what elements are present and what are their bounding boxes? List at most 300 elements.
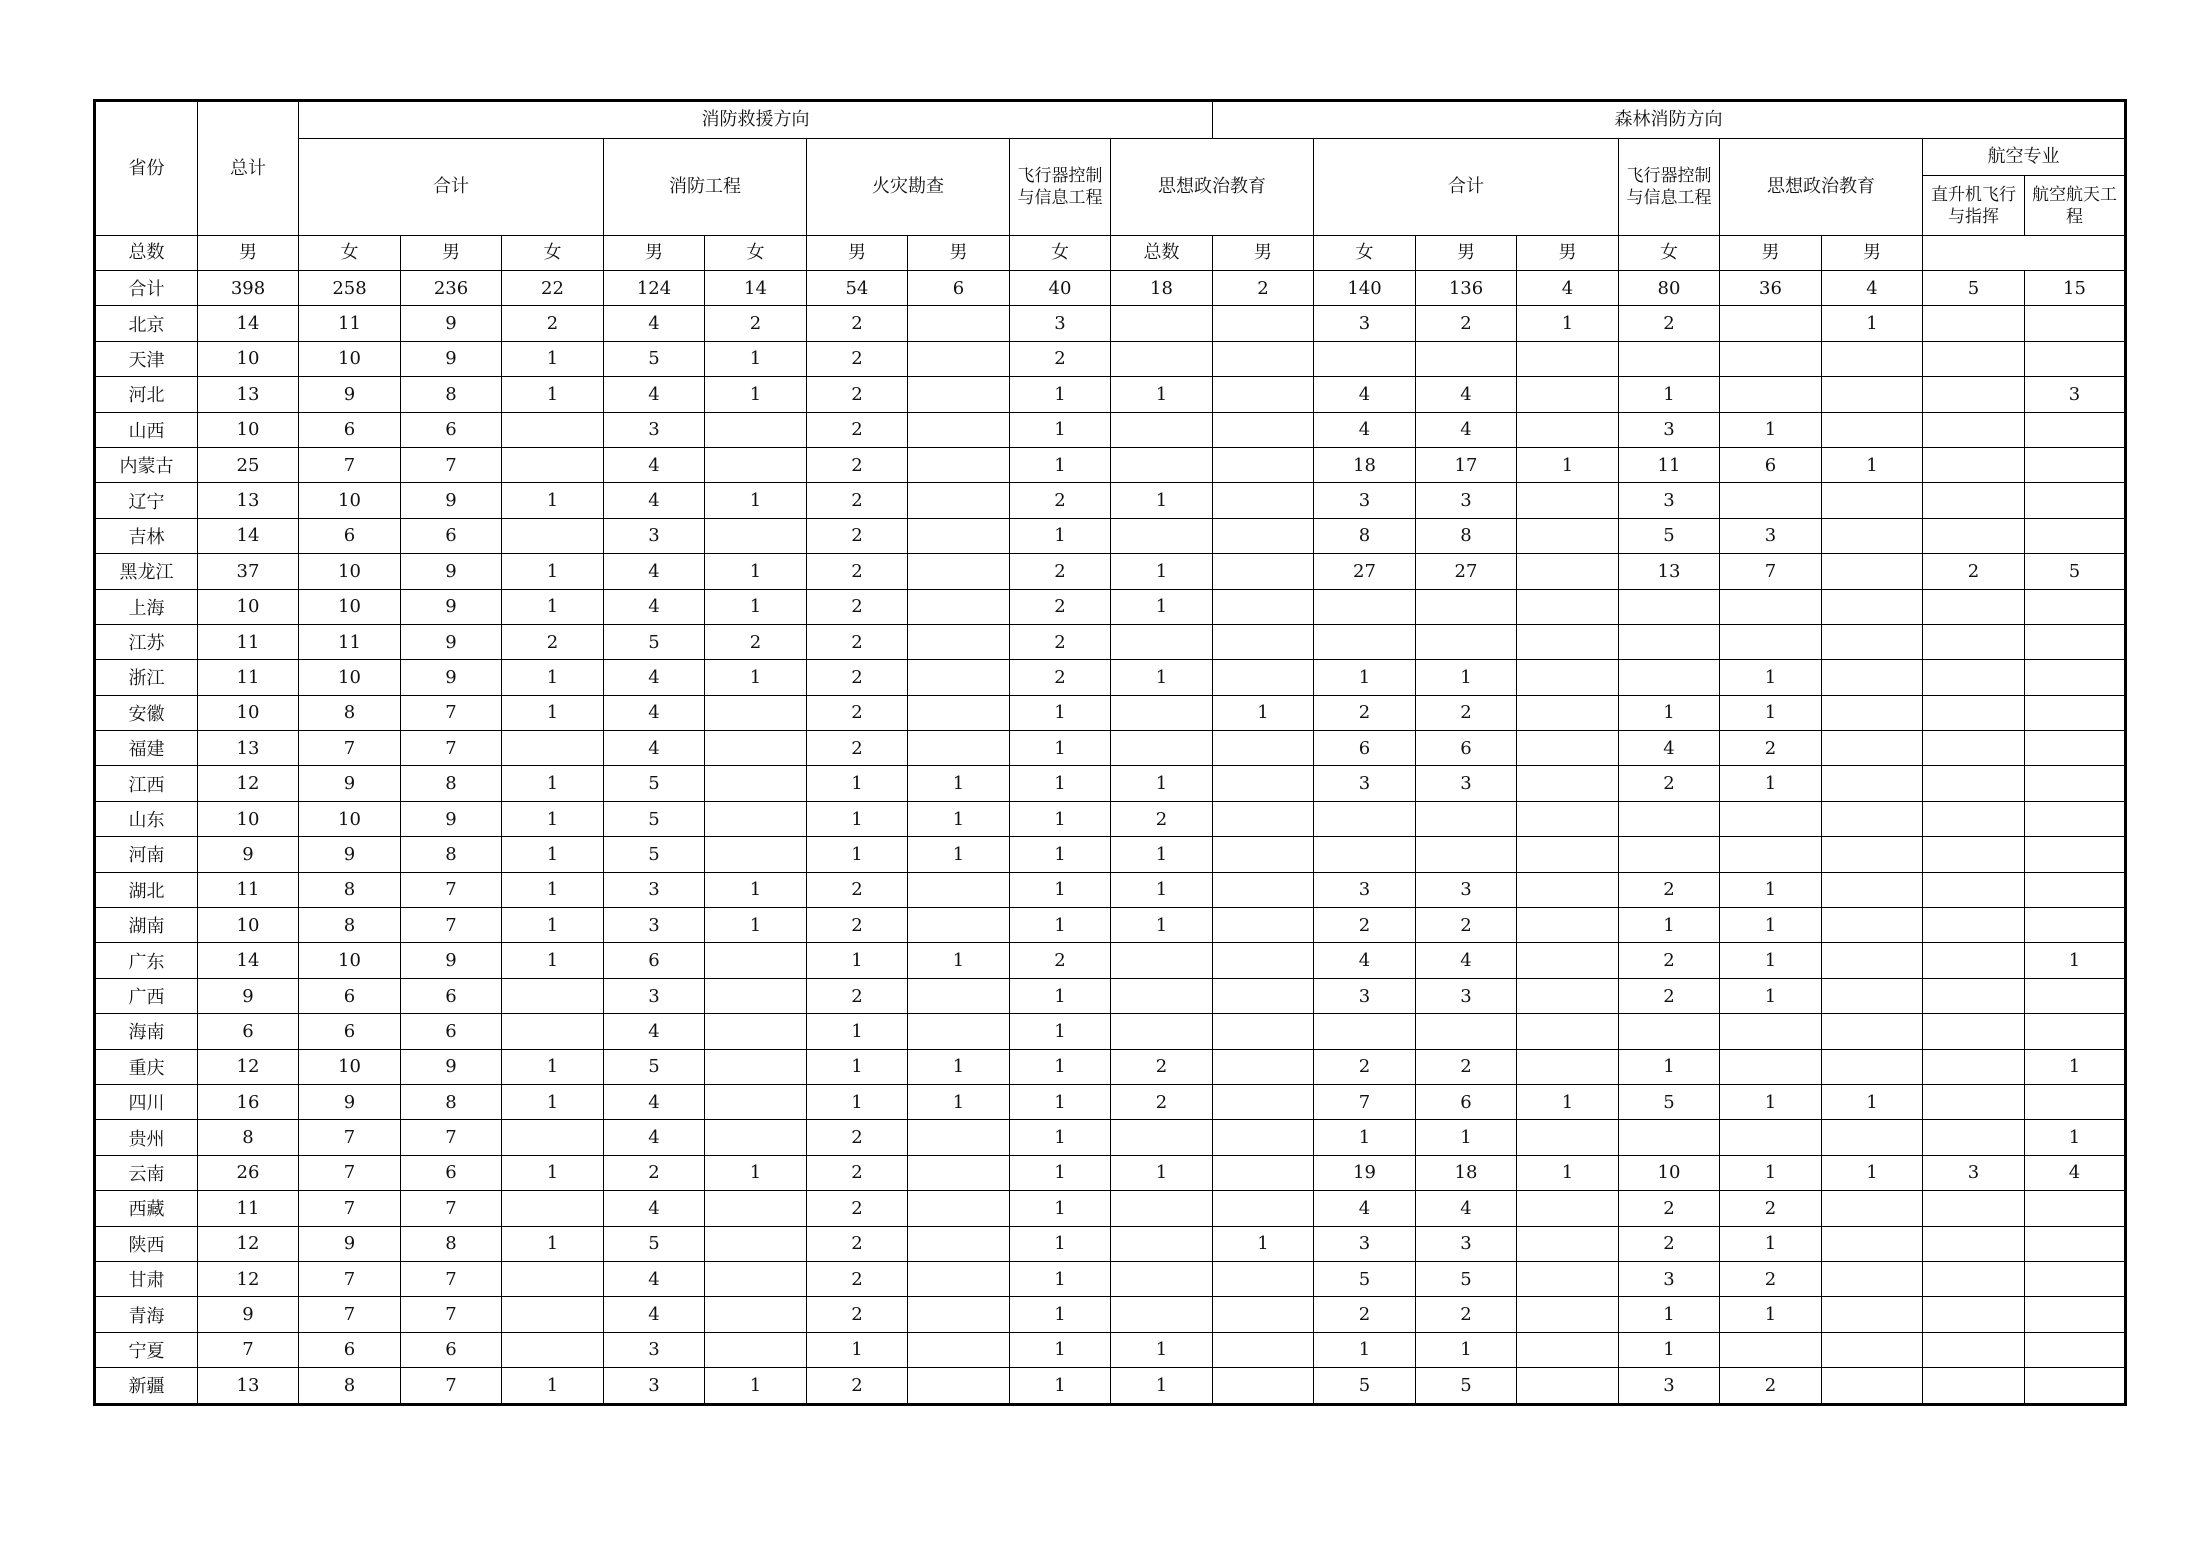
table-cell: 10: [299, 943, 401, 978]
table-cell: [1720, 624, 1822, 659]
table-cell: 2: [1010, 554, 1111, 589]
table-cell: 3: [1314, 978, 1416, 1013]
table-cell: 1: [1720, 872, 1822, 907]
table-cell: 10: [1619, 1155, 1720, 1190]
table-cell: 1: [502, 341, 604, 376]
table-cell: [502, 518, 604, 553]
table-cell: 2: [1010, 483, 1111, 518]
table-cell: [908, 1297, 1010, 1332]
table-cell: [705, 801, 807, 836]
table-cell: 4: [1416, 943, 1517, 978]
table-cell: 6: [401, 412, 502, 447]
table-cell: 2: [1619, 978, 1720, 1013]
table-cell: [2025, 341, 2126, 376]
table-cell: 1: [1111, 554, 1213, 589]
table-cell: [1517, 518, 1619, 553]
table-cell: 2: [1720, 1261, 1822, 1296]
table-cell: [1111, 943, 1213, 978]
table-cell: [1314, 837, 1416, 872]
table-cell: 3: [1923, 1155, 2025, 1190]
table-cell: 5: [1619, 1084, 1720, 1119]
table-cell: 10: [198, 801, 299, 836]
table-cell: 2: [1619, 943, 1720, 978]
table-cell: 2: [1619, 1226, 1720, 1261]
table-cell: 4: [604, 306, 705, 341]
table-cell: 10: [299, 341, 401, 376]
gender-header-male: 男: [1213, 236, 1314, 271]
table-cell: 10: [198, 341, 299, 376]
table-cell: 2: [502, 624, 604, 659]
table-cell: [1213, 1261, 1314, 1296]
table-cell: [1923, 660, 2025, 695]
table-cell: 4: [604, 1120, 705, 1155]
table-cell: [1619, 624, 1720, 659]
table-cell: 1: [1010, 377, 1111, 412]
province-cell: 河北: [95, 377, 198, 412]
table-cell: 1: [1111, 1332, 1213, 1367]
table-cell: 1: [1111, 1155, 1213, 1190]
table-cell: 1: [1720, 1084, 1822, 1119]
table-cell: 4: [604, 1084, 705, 1119]
table-cell: [1822, 660, 1923, 695]
table-cell: 7: [1314, 1084, 1416, 1119]
province-cell: 天津: [95, 341, 198, 376]
table-cell: [1822, 624, 1923, 659]
table-cell: 1: [1010, 872, 1111, 907]
table-cell: 7: [299, 1120, 401, 1155]
table-cell: [1517, 837, 1619, 872]
gender-header-male: 男: [807, 236, 908, 271]
table-cell: 1: [1010, 1297, 1111, 1332]
table-row: [95, 624, 2126, 659]
table-cell: [1923, 412, 2025, 447]
table-cell: [1822, 801, 1923, 836]
table-cell: 6: [299, 518, 401, 553]
table-cell: 1: [1517, 306, 1619, 341]
table-cell: [1213, 731, 1314, 766]
table-cell: [1517, 589, 1619, 624]
table-cell: 1: [1416, 1120, 1517, 1155]
table-cell: 1: [1619, 1049, 1720, 1084]
table-cell: [1213, 554, 1314, 589]
table-row: [95, 483, 2126, 518]
table-cell: 5: [1923, 271, 2025, 306]
table-cell: 1: [502, 1226, 604, 1261]
table-cell: [908, 660, 1010, 695]
table-cell: 1: [1720, 660, 1822, 695]
table-cell: 2: [1619, 766, 1720, 801]
table-cell: 1: [502, 837, 604, 872]
table-cell: [1517, 660, 1619, 695]
table-cell: [2025, 447, 2126, 482]
gender-header-female: 女: [502, 236, 604, 271]
table-row: [95, 978, 2126, 1013]
table-cell: 1: [1111, 483, 1213, 518]
table-cell: 2: [807, 695, 908, 730]
table-cell: 3: [604, 908, 705, 943]
table-row: [95, 766, 2126, 801]
table-cell: [705, 518, 807, 553]
table-cell: 2: [807, 306, 908, 341]
table-cell: 2: [807, 978, 908, 1013]
table-cell: [1111, 731, 1213, 766]
table-cell: 1: [705, 1155, 807, 1190]
table-cell: 5: [1314, 1261, 1416, 1296]
table-cell: 2: [807, 447, 908, 482]
table-cell: [1923, 1226, 2025, 1261]
forest-fire-political-education-header: 思想政治教育: [1720, 139, 1923, 236]
table-cell: 8: [299, 872, 401, 907]
table-cell: 9: [299, 837, 401, 872]
table-cell: 2: [807, 1261, 908, 1296]
table-cell: 5: [1416, 1368, 1517, 1404]
table-row: [95, 1049, 2126, 1084]
table-cell: 3: [1416, 872, 1517, 907]
table-cell: 7: [299, 1191, 401, 1226]
table-cell: 8: [299, 1368, 401, 1404]
table-cell: 4: [604, 554, 705, 589]
table-cell: 11: [198, 872, 299, 907]
table-cell: [1822, 1297, 1923, 1332]
table-cell: [1517, 624, 1619, 659]
table-cell: [1619, 1120, 1720, 1155]
table-cell: [502, 731, 604, 766]
table-cell: 2: [807, 377, 908, 412]
table-cell: 7: [401, 908, 502, 943]
province-cell: 福建: [95, 731, 198, 766]
table-cell: [1213, 1014, 1314, 1049]
table-cell: 258: [299, 271, 401, 306]
table-cell: 2: [705, 306, 807, 341]
table-cell: [2025, 978, 2126, 1013]
table-cell: [1213, 801, 1314, 836]
table-cell: 1: [502, 1084, 604, 1119]
table-cell: [502, 412, 604, 447]
province-cell: 青海: [95, 1297, 198, 1332]
table-cell: [908, 377, 1010, 412]
table-cell: 2: [1111, 801, 1213, 836]
table-cell: 13: [198, 377, 299, 412]
table-cell: 7: [299, 447, 401, 482]
table-cell: 1: [908, 837, 1010, 872]
table-cell: 2: [807, 872, 908, 907]
table-cell: [1213, 377, 1314, 412]
table-cell: 2: [1619, 872, 1720, 907]
table-cell: 2: [1010, 341, 1111, 376]
table-cell: [1416, 837, 1517, 872]
table-cell: [705, 412, 807, 447]
table-row: [95, 447, 2126, 482]
table-cell: 2: [1213, 271, 1314, 306]
table-cell: 236: [401, 271, 502, 306]
table-cell: 1: [807, 1014, 908, 1049]
table-cell: 16: [198, 1084, 299, 1119]
table-cell: [1720, 341, 1822, 376]
table-cell: [1822, 943, 1923, 978]
table-cell: [705, 1297, 807, 1332]
table-cell: 1: [1822, 306, 1923, 341]
table-cell: 6: [401, 518, 502, 553]
table-cell: [1517, 695, 1619, 730]
table-cell: 9: [299, 377, 401, 412]
table-cell: 4: [1822, 271, 1923, 306]
table-cell: 12: [198, 766, 299, 801]
table-row: [95, 1120, 2126, 1155]
table-cell: [908, 731, 1010, 766]
province-cell: 广东: [95, 943, 198, 978]
table-cell: 1: [1010, 518, 1111, 553]
table-cell: [1822, 341, 1923, 376]
table-cell: 1: [502, 589, 604, 624]
table-row: [95, 306, 2126, 341]
province-header: 省份: [95, 101, 198, 236]
table-cell: [1517, 766, 1619, 801]
table-cell: 6: [1416, 1084, 1517, 1119]
table-cell: 5: [604, 1049, 705, 1084]
province-cell: 吉林: [95, 518, 198, 553]
table-row: [95, 1155, 2126, 1190]
table-cell: [1416, 341, 1517, 376]
table-cell: 2: [807, 908, 908, 943]
table-cell: [502, 1261, 604, 1296]
province-cell: 内蒙古: [95, 447, 198, 482]
table-cell: [1619, 589, 1720, 624]
table-cell: [1822, 1120, 1923, 1155]
table-cell: [705, 1014, 807, 1049]
table-cell: [1923, 943, 2025, 978]
table-cell: [1213, 766, 1314, 801]
table-cell: [1923, 1120, 2025, 1155]
table-cell: 2: [807, 554, 908, 589]
table-cell: [1822, 483, 1923, 518]
table-cell: 136: [1416, 271, 1517, 306]
table-cell: 1: [1720, 1226, 1822, 1261]
table-cell: [1923, 1191, 2025, 1226]
table-cell: [1822, 872, 1923, 907]
table-cell: 10: [198, 412, 299, 447]
table-cell: [1213, 1155, 1314, 1190]
table-cell: 1: [705, 554, 807, 589]
table-cell: [1517, 1332, 1619, 1367]
table-cell: 7: [401, 872, 502, 907]
table-cell: 1: [1010, 978, 1111, 1013]
table-cell: 10: [198, 589, 299, 624]
table-cell: 1: [1517, 447, 1619, 482]
table-cell: 5: [604, 341, 705, 376]
table-row: [95, 341, 2126, 376]
table-cell: 1: [1416, 1332, 1517, 1367]
table-cell: 4: [1416, 412, 1517, 447]
province-cell: 江苏: [95, 624, 198, 659]
gender-header-count: 总数: [95, 236, 198, 271]
table-cell: [1923, 624, 2025, 659]
table-cell: 5: [604, 1226, 705, 1261]
province-cell: 黑龙江: [95, 554, 198, 589]
table-cell: 3: [1314, 872, 1416, 907]
table-cell: [1111, 1120, 1213, 1155]
table-cell: [1213, 837, 1314, 872]
table-cell: 9: [198, 978, 299, 1013]
table-cell: 2: [1923, 554, 2025, 589]
table-cell: 9: [401, 943, 502, 978]
table-cell: 9: [401, 306, 502, 341]
table-cell: 10: [299, 589, 401, 624]
province-cell: 甘肃: [95, 1261, 198, 1296]
table-cell: 1: [1111, 766, 1213, 801]
table-cell: 1: [2025, 1120, 2126, 1155]
table-cell: 1: [705, 341, 807, 376]
table-cell: [1213, 978, 1314, 1013]
table-body: [95, 271, 2126, 1405]
table-cell: 1: [1314, 1332, 1416, 1367]
table-cell: [908, 1261, 1010, 1296]
table-cell: [908, 908, 1010, 943]
table-cell: 2: [1314, 695, 1416, 730]
table-cell: [2025, 624, 2126, 659]
table-cell: 6: [401, 1014, 502, 1049]
table-cell: 12: [198, 1226, 299, 1261]
table-cell: [1314, 801, 1416, 836]
table-cell: 2: [1111, 1084, 1213, 1119]
fire-rescue-political-education-header: 思想政治教育: [1111, 139, 1314, 236]
table-cell: 3: [1314, 1226, 1416, 1261]
table-cell: [1111, 1297, 1213, 1332]
table-cell: [1923, 695, 2025, 730]
table-cell: [908, 589, 1010, 624]
table-cell: 1: [1720, 766, 1822, 801]
table-cell: 7: [401, 1191, 502, 1226]
table-cell: [1822, 554, 1923, 589]
table-cell: [1314, 624, 1416, 659]
table-cell: 37: [198, 554, 299, 589]
table-cell: 1: [1010, 1049, 1111, 1084]
table-cell: 2: [502, 306, 604, 341]
table-cell: 2: [807, 341, 908, 376]
table-cell: [1111, 518, 1213, 553]
table-cell: [2025, 1084, 2126, 1119]
table-cell: 1: [502, 554, 604, 589]
table-cell: [1720, 589, 1822, 624]
province-cell: 河南: [95, 837, 198, 872]
table-cell: 4: [604, 1261, 705, 1296]
province-cell: 辽宁: [95, 483, 198, 518]
table-cell: 1: [1111, 837, 1213, 872]
table-cell: 10: [198, 695, 299, 730]
table-cell: [705, 1049, 807, 1084]
table-cell: [2025, 801, 2126, 836]
table-cell: [1517, 341, 1619, 376]
table-cell: 1: [807, 943, 908, 978]
table-cell: 9: [401, 624, 502, 659]
province-cell: 江西: [95, 766, 198, 801]
table-cell: 1: [1720, 1155, 1822, 1190]
table-cell: [2025, 695, 2126, 730]
province-cell: 新疆: [95, 1368, 198, 1404]
table-cell: 2: [807, 1226, 908, 1261]
table-cell: 3: [1720, 518, 1822, 553]
table-cell: 8: [401, 377, 502, 412]
forest-fire-header: 森林消防方向: [1213, 101, 2126, 139]
table-cell: 1: [705, 872, 807, 907]
gender-header-female: 女: [299, 236, 401, 271]
province-cell: 广西: [95, 978, 198, 1013]
table-cell: [1923, 801, 2025, 836]
table-cell: 1: [502, 377, 604, 412]
province-cell: 上海: [95, 589, 198, 624]
table-cell: 1: [1822, 1084, 1923, 1119]
table-cell: 1: [1010, 1261, 1111, 1296]
table-cell: 7: [401, 731, 502, 766]
province-cell: 云南: [95, 1155, 198, 1190]
table-cell: [1923, 483, 2025, 518]
table-cell: 1: [1619, 695, 1720, 730]
table-cell: 13: [1619, 554, 1720, 589]
table-cell: 1: [1111, 589, 1213, 624]
table-cell: [1517, 1368, 1619, 1404]
table-cell: [1923, 872, 2025, 907]
province-cell: 安徽: [95, 695, 198, 730]
table-cell: [705, 695, 807, 730]
table-cell: 9: [198, 1297, 299, 1332]
table-row: [95, 412, 2126, 447]
table-cell: 2: [1314, 908, 1416, 943]
table-cell: [1720, 1332, 1822, 1367]
table-cell: 1: [807, 1084, 908, 1119]
table-cell: 14: [198, 306, 299, 341]
table-cell: 11: [198, 624, 299, 659]
table-cell: 10: [198, 908, 299, 943]
table-row: [95, 731, 2126, 766]
table-cell: [705, 1226, 807, 1261]
table-cell: 4: [1314, 377, 1416, 412]
table-cell: 4: [604, 483, 705, 518]
table-cell: [1213, 1049, 1314, 1084]
table-cell: [1822, 908, 1923, 943]
table-cell: [908, 306, 1010, 341]
table-cell: 8: [299, 908, 401, 943]
gender-header-male: 男: [604, 236, 705, 271]
table-cell: 2: [1416, 908, 1517, 943]
table-cell: [1111, 447, 1213, 482]
table-cell: 8: [1416, 518, 1517, 553]
table-cell: [1111, 1261, 1213, 1296]
table-cell: 1: [1111, 660, 1213, 695]
table-cell: 2: [1720, 1368, 1822, 1404]
table-cell: 1: [1619, 1332, 1720, 1367]
fire-rescue-aircraft-control-header: 飞行器控制与信息工程: [1010, 139, 1111, 236]
table-cell: [1111, 695, 1213, 730]
table-cell: 1: [1720, 412, 1822, 447]
table-row: [95, 872, 2126, 907]
table-cell: 1: [1213, 1226, 1314, 1261]
table-cell: 2: [807, 412, 908, 447]
table-cell: [908, 624, 1010, 659]
table-cell: 124: [604, 271, 705, 306]
table-cell: 1: [1517, 1084, 1619, 1119]
table-cell: 36: [1720, 271, 1822, 306]
table-cell: 1: [1314, 1120, 1416, 1155]
table-cell: 2: [1619, 306, 1720, 341]
table-cell: 2: [1619, 1191, 1720, 1226]
table-cell: [1822, 1191, 1923, 1226]
table-cell: [705, 943, 807, 978]
table-cell: 1: [1720, 978, 1822, 1013]
table-cell: [1213, 483, 1314, 518]
table-cell: 1: [1010, 447, 1111, 482]
table-cell: 9: [299, 1084, 401, 1119]
table-cell: 3: [1314, 766, 1416, 801]
table-cell: [1111, 306, 1213, 341]
